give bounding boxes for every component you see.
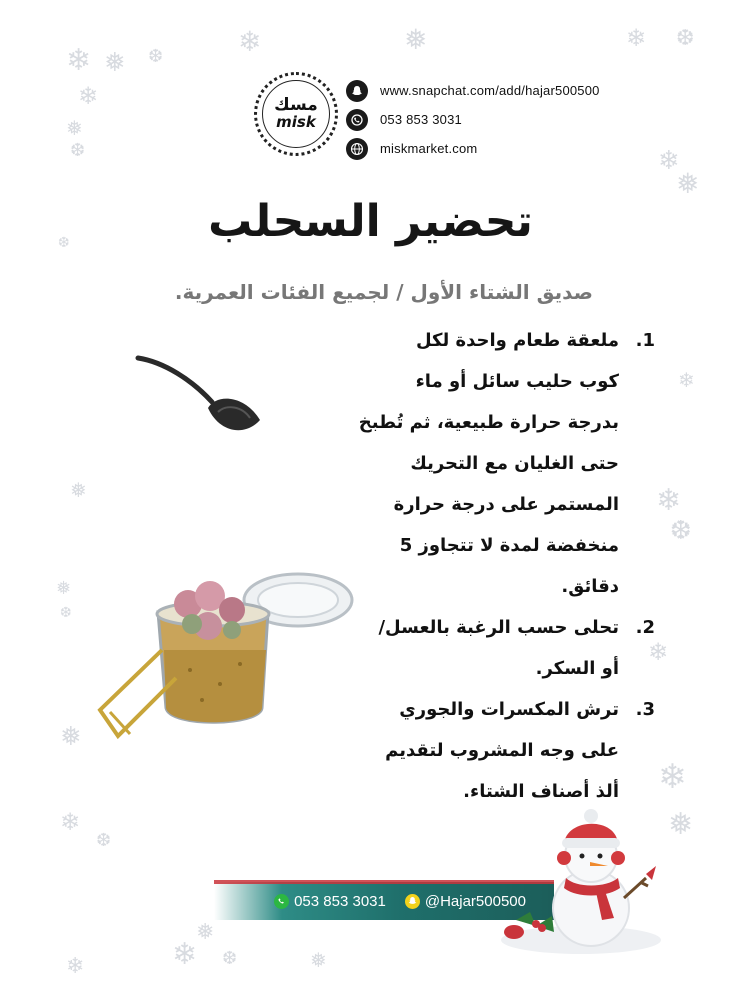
snapchat-icon: [346, 80, 368, 102]
step-number: 2.: [635, 617, 655, 638]
snowflake-icon: ❅: [310, 948, 327, 972]
logo-arabic-text: مسك: [274, 95, 318, 116]
step-text-line: حتى الغليان مع التحريك: [410, 453, 619, 474]
step-text-line: بدرجة حرارة طبيعية، ثم تُطبخ: [358, 412, 619, 433]
step-item: [345, 320, 655, 607]
footer-whatsapp[interactable]: [273, 893, 386, 910]
snowflake-icon: ❄: [626, 24, 647, 52]
snowflake-icon: ❆: [60, 605, 72, 621]
contact-row-website: [346, 134, 646, 163]
snowflake-icon: ❆: [58, 235, 70, 251]
page-subtitle: صديق الشتاء الأول / لجميع الفئات العمرية.: [174, 280, 593, 304]
snowflake-icon: ❅: [668, 807, 694, 842]
snowflake-icon: ❆: [148, 46, 164, 67]
snowflake-icon: ❆: [670, 516, 692, 546]
website-url[interactable]: miskmarket.com: [380, 141, 478, 156]
snapchat-url[interactable]: www.snapchat.com/add/hajar500500: [380, 83, 600, 98]
snowflake-icon: ❅: [66, 116, 83, 140]
snowflake-icon: ❄: [678, 368, 695, 392]
step-text-line: منخفضة لمدة لا تتجاوز 5: [399, 535, 619, 556]
step-text-line: على وجه المشروب لتقديم: [385, 740, 619, 761]
step-text-line: ترش المكسرات والجوري: [399, 699, 619, 720]
snowflake-icon: ❆: [96, 830, 112, 851]
step-number: 3.: [635, 699, 655, 720]
whatsapp-icon: [346, 109, 368, 131]
footer-phone-number: 053 853 3031: [294, 892, 386, 910]
misk-logo: [254, 72, 338, 156]
spoon-icon: [134, 350, 264, 440]
snowflake-icon: ❄: [656, 483, 682, 518]
logo-english-text: misk: [276, 113, 316, 132]
snowflake-icon: ❄: [172, 937, 198, 972]
snowflake-icon: ❅: [196, 920, 215, 945]
contact-row-whatsapp: [346, 105, 646, 134]
snowflake-icon: ❅: [104, 48, 126, 78]
step-text-line: دقائق.: [561, 576, 619, 597]
snowflake-icon: ❄: [78, 82, 99, 110]
step-text-line: ألذ أصناف الشتاء.: [463, 781, 619, 802]
step-text-line: ملعقة طعام واحدة لكل: [415, 330, 619, 351]
steps-list: [345, 320, 655, 812]
snowflake-icon: ❄: [238, 25, 262, 58]
step-text-line: كوب حليب سائل أو ماء: [415, 371, 619, 392]
whatsapp-icon: [273, 893, 290, 910]
step-text-line: أو السكر.: [535, 658, 619, 679]
contact-list: [346, 76, 646, 163]
globe-icon: [346, 138, 368, 160]
step-item: [345, 607, 655, 689]
footer-snapchat-handle: @Hajar500500: [424, 892, 526, 910]
snowflake-icon: ❅: [70, 478, 87, 502]
snowflake-icon: ❅: [60, 722, 82, 752]
whatsapp-number[interactable]: 053 853 3031: [380, 112, 462, 127]
contact-row-snapchat: [346, 76, 646, 105]
snowflake-icon: ❆: [676, 26, 695, 51]
step-number: 1.: [635, 330, 655, 351]
snowflake-icon: ❅: [56, 578, 72, 599]
snowflake-icon: ❄: [66, 954, 85, 979]
snowflake-icon: ❆: [222, 948, 238, 969]
step-text-line: تحلى حسب الرغبة بالعسل/: [378, 617, 619, 638]
snowflake-icon: ❅: [404, 23, 428, 56]
step-item: [345, 689, 655, 812]
snowflake-icon: ❆: [70, 140, 86, 161]
snowman-image: [496, 808, 666, 958]
step-text-line: المستمر على درجة حرارة: [393, 494, 619, 515]
logo-inner-ring: [262, 80, 330, 148]
page-title: تحضير السحلب: [208, 196, 533, 247]
snowflake-icon: ❄: [60, 808, 81, 836]
snowflake-icon: ❅: [676, 167, 700, 200]
jar-with-roses-image: [80, 560, 360, 750]
snowflake-icon: ❄: [66, 43, 92, 78]
snowflake-icon: ❄: [658, 757, 687, 797]
snowflake-icon: ❄: [648, 638, 669, 666]
snowflake-icon: ❄: [658, 146, 680, 176]
snapchat-icon: [404, 893, 421, 910]
